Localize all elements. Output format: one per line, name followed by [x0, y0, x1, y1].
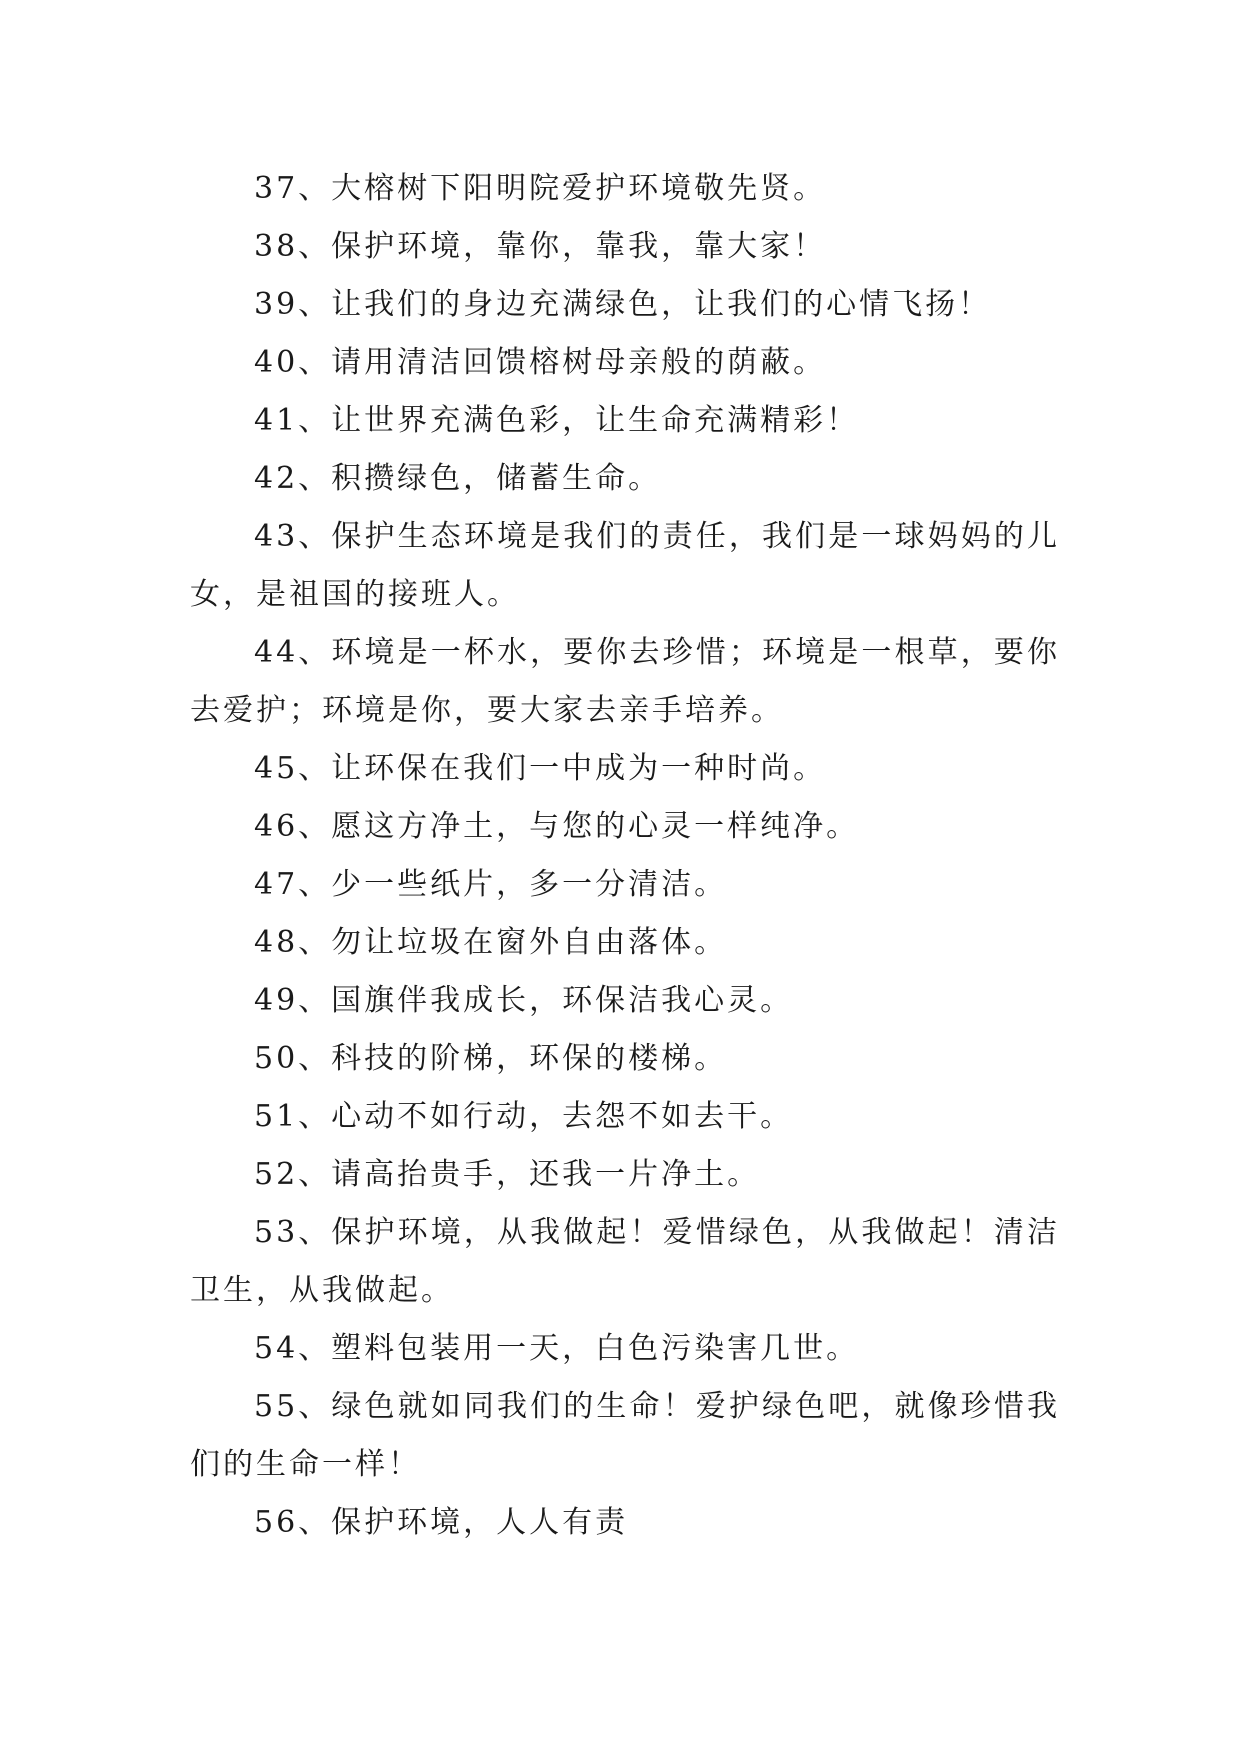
list-item: 48、勿让垃圾在窗外自由落体。	[254, 925, 728, 960]
list-item: 55、绿色就如同我们的生命！爱护绿色吧，就像珍惜我们的生命一样！	[190, 1389, 1060, 1482]
list-item: 39、让我们的身边充满绿色，让我们的心情飞扬！	[254, 287, 992, 322]
list-item: 40、请用清洁回馈榕树母亲般的荫蔽。	[254, 345, 827, 380]
list-item: 51、心动不如行动，去怨不如去干。	[254, 1099, 794, 1134]
list-item: 54、塑料包装用一天，白色污染害几世。	[254, 1331, 860, 1366]
list-item: 56、保护环境，人人有责	[254, 1505, 629, 1540]
slogan-list	[190, 160, 1060, 1552]
list-item: 46、愿这方净土，与您的心灵一样纯净。	[254, 809, 860, 844]
list-item: 50、科技的阶梯，环保的楼梯。	[254, 1041, 728, 1076]
list-item: 44、环境是一杯水，要你去珍惜；环境是一根草，要你去爱护；环境是你，要大家去亲手培养。	[190, 635, 1060, 728]
list-item: 38、保护环境，靠你，靠我，靠大家！	[254, 229, 827, 264]
list-item: 52、请高抬贵手，还我一片净土。	[254, 1157, 761, 1192]
list-item: 41、让世界充满色彩，让生命充满精彩！	[254, 403, 860, 438]
list-item: 42、积攒绿色，储蓄生命。	[254, 461, 662, 496]
list-item: 49、国旗伴我成长，环保洁我心灵。	[254, 983, 794, 1018]
list-item: 53、保护环境，从我做起！爱惜绿色，从我做起！清洁卫生，从我做起。	[190, 1215, 1060, 1308]
list-item: 37、大榕树下阳明院爱护环境敬先贤。	[254, 171, 827, 206]
list-item: 47、少一些纸片，多一分清洁。	[254, 867, 728, 902]
list-item: 45、让环保在我们一中成为一种时尚。	[254, 751, 827, 786]
list-item: 43、保护生态环境是我们的责任，我们是一球妈妈的儿女，是祖国的接班人。	[190, 519, 1060, 612]
